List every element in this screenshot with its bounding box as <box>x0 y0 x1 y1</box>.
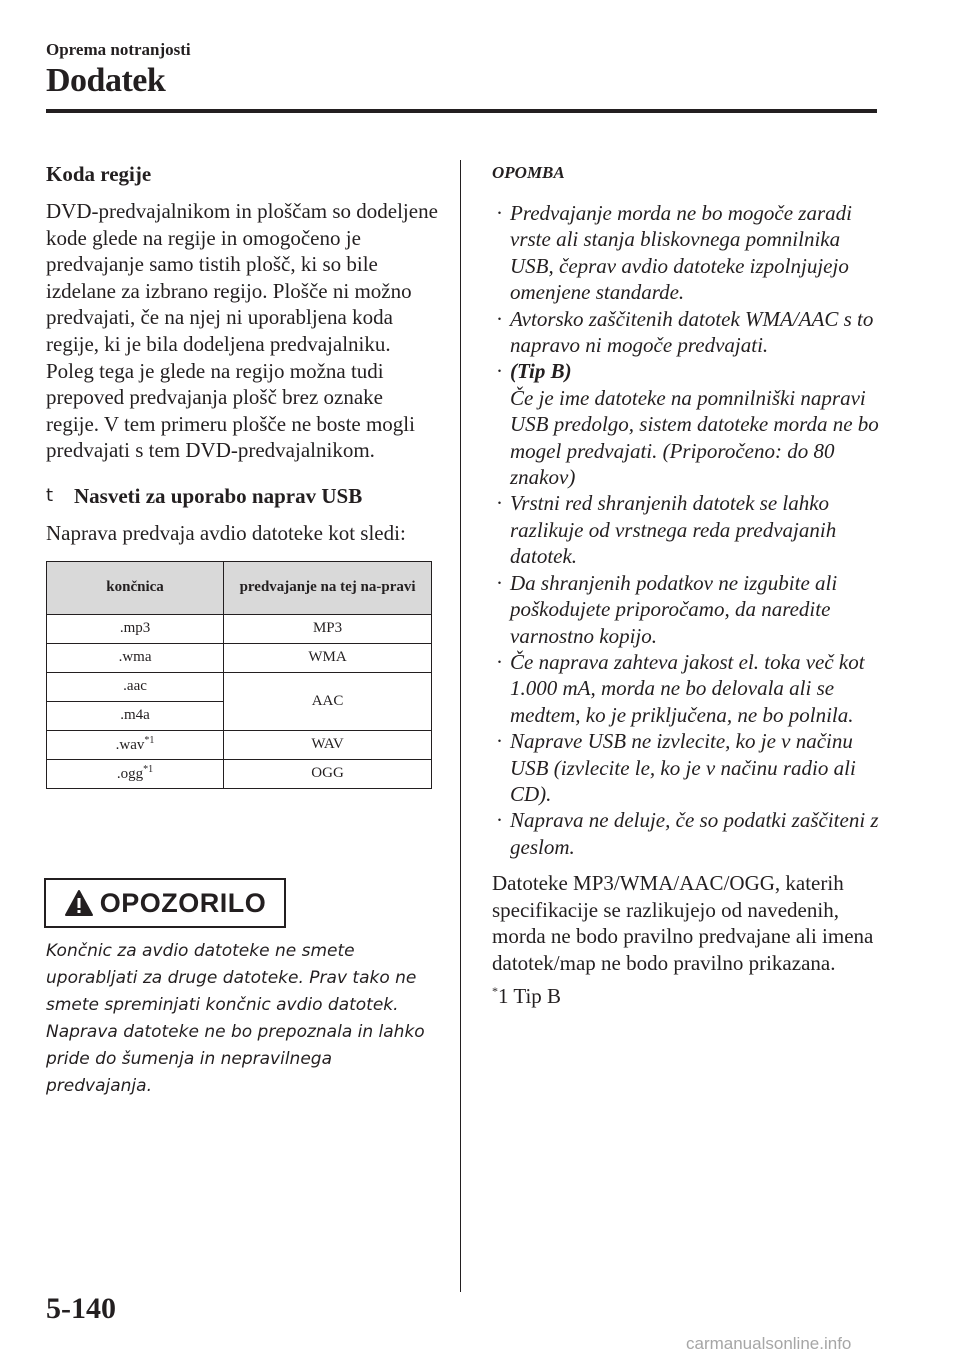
table-row <box>47 643 432 672</box>
usb-intro: Naprava predvaja avdio datoteke kot sledi: <box>46 520 406 545</box>
ext-text: .wav <box>115 737 145 754</box>
bullet-dot-icon: · <box>496 491 503 516</box>
list-item-text: Predvajanje morda ne bo mogoče zaradi vrste ali stanja bliskovnega pomnilnika USB, čeprav avdio datoteke izpolnjujejo omenjene standarde. <box>510 201 852 305</box>
footnote-ref: *1 <box>144 735 155 747</box>
table-cell-extension: .mp3 <box>47 614 224 643</box>
bullet-dot-icon: · <box>496 359 503 384</box>
table-header-row <box>47 561 432 614</box>
list-item-text: Da shranjenih podatkov ne izgubite ali poškodujete priporočamo, da naredite varnostno kopijo. <box>510 570 838 648</box>
bullet-dot-icon: · <box>496 306 503 331</box>
format-table <box>46 561 432 789</box>
table-cell-format: OGG <box>224 759 432 788</box>
list-item <box>492 358 884 490</box>
list-item <box>492 200 884 306</box>
section-label: Oprema notranjosti <box>46 40 191 59</box>
table-cell-extension <box>47 730 224 759</box>
table-header-playback: predvajanje na tej na-pravi <box>224 561 432 614</box>
table-row <box>47 614 432 643</box>
section-marker-icon: t <box>46 484 54 506</box>
table-cell-format: MP3 <box>224 614 432 643</box>
region-code-heading: Koda regije <box>46 162 152 186</box>
warning-triangle-icon <box>64 889 94 917</box>
ext-text: .ogg <box>116 766 144 783</box>
bullet-dot-icon: · <box>496 808 503 833</box>
list-item <box>492 649 884 728</box>
header-rule <box>46 109 877 113</box>
table-header-extension: končnica <box>47 561 224 614</box>
bullet-dot-icon: · <box>496 570 503 595</box>
table-cell-extension <box>47 759 224 788</box>
bullet-dot-icon: · <box>496 649 503 674</box>
table-cell-extension: .aac <box>47 672 224 701</box>
warning-label: OPOZORILO <box>99 887 267 918</box>
left-column <box>46 160 438 789</box>
list-item <box>492 728 884 807</box>
bullet-dot-icon: · <box>496 201 503 225</box>
column-divider <box>460 160 461 1292</box>
table-row <box>47 759 432 788</box>
list-item <box>492 306 884 359</box>
bullet-dot-icon: · <box>496 729 503 754</box>
list-item-text: Če je ime datoteke na pomnilniški napravi USB predolgo, sistem datoteke morda ne bo mogel predvajati. (Priporočeno: do 80 znakov) <box>510 385 879 490</box>
region-code-paragraph: DVD-predvajalnikom in ploščam so dodeljene kode glede na regije in omogočeno je predvajanje samo tistih plošč, ki so bile izdelane za izbrano regijo. Plošče ni možno predvajati, če na njej ni uporabljena koda regije, ki je bila dodeljena predvajalniku. Poleg tega je glede na regijo možna tudi prepoved predvajanja plošč brez oznake regije. V tem primeru plošče ne boste mogli predvajati s tem DVD-predvajalnikom. <box>46 199 438 463</box>
list-item <box>492 570 884 649</box>
list-item-text: Če naprava zahteva jakost el. toka več kot 1.000 mA, morda ne bo delovala ali se medtem, ko je priključena, ne bo polnila. <box>510 649 865 727</box>
list-item-text: Naprava ne deluje, če so podatki zaščiteni z geslom. <box>510 808 879 859</box>
page-title: Dodatek <box>46 62 166 99</box>
footnote-ref: *1 <box>143 764 154 776</box>
footnote-mark: * <box>492 983 498 998</box>
table-row <box>47 730 432 759</box>
warning-banner <box>44 878 286 928</box>
table-cell-extension: .m4a <box>47 701 224 730</box>
list-item-text: Naprave USB ne izvlecite, ko je v načinu USB (izvlecite le, ko je v načinu radio ali CD). <box>510 729 856 806</box>
warning-text: Končnic za avdio datoteke ne smete uporabljati za druge datoteke. Prav tako ne smete spreminjati končnic avdio datotek. Naprava datoteke ne bo prepoznala in lahko pride do šumenja in nepravilnega predvajanja. <box>46 941 425 1096</box>
compatibility-paragraph: Datoteke MP3/WMA/AAC/OGG, katerih specifikacije se razlikujejo od navedenih, morda ne bodo pravilno predvajane ali imena datotek/map ne bodo pravilno prikazana. <box>492 871 874 975</box>
table-cell-format: WAV <box>224 730 432 759</box>
usb-tips-heading <box>46 482 438 510</box>
list-item-text: Vrstni red shranjenih datotek se lahko razlikuje od vrstnega reda predvajanih datotek. <box>510 491 837 569</box>
table-cell-format: WMA <box>224 643 432 672</box>
watermark: carmanualsonline.info <box>686 1334 852 1353</box>
usb-tips-heading-text: Nasveti za uporabo naprav USB <box>74 483 363 508</box>
footnote <box>492 977 884 1010</box>
note-title: OPOMBA <box>492 163 565 182</box>
tip-label: (Tip B) <box>510 359 572 384</box>
page-number: 5-140 <box>46 1292 116 1325</box>
note-list <box>492 200 884 860</box>
table-cell-extension: .wma <box>47 643 224 672</box>
table-cell-format: AAC <box>224 672 432 730</box>
table-row <box>47 672 432 701</box>
list-item <box>492 490 884 569</box>
footnote-text: 1 Tip B <box>498 983 562 1008</box>
list-item-text: Avtorsko zaščitenih datotek WMA/AAC s to napravo ni mogoče predvajati. <box>510 306 874 358</box>
list-item <box>492 807 884 860</box>
right-column <box>492 160 884 1010</box>
